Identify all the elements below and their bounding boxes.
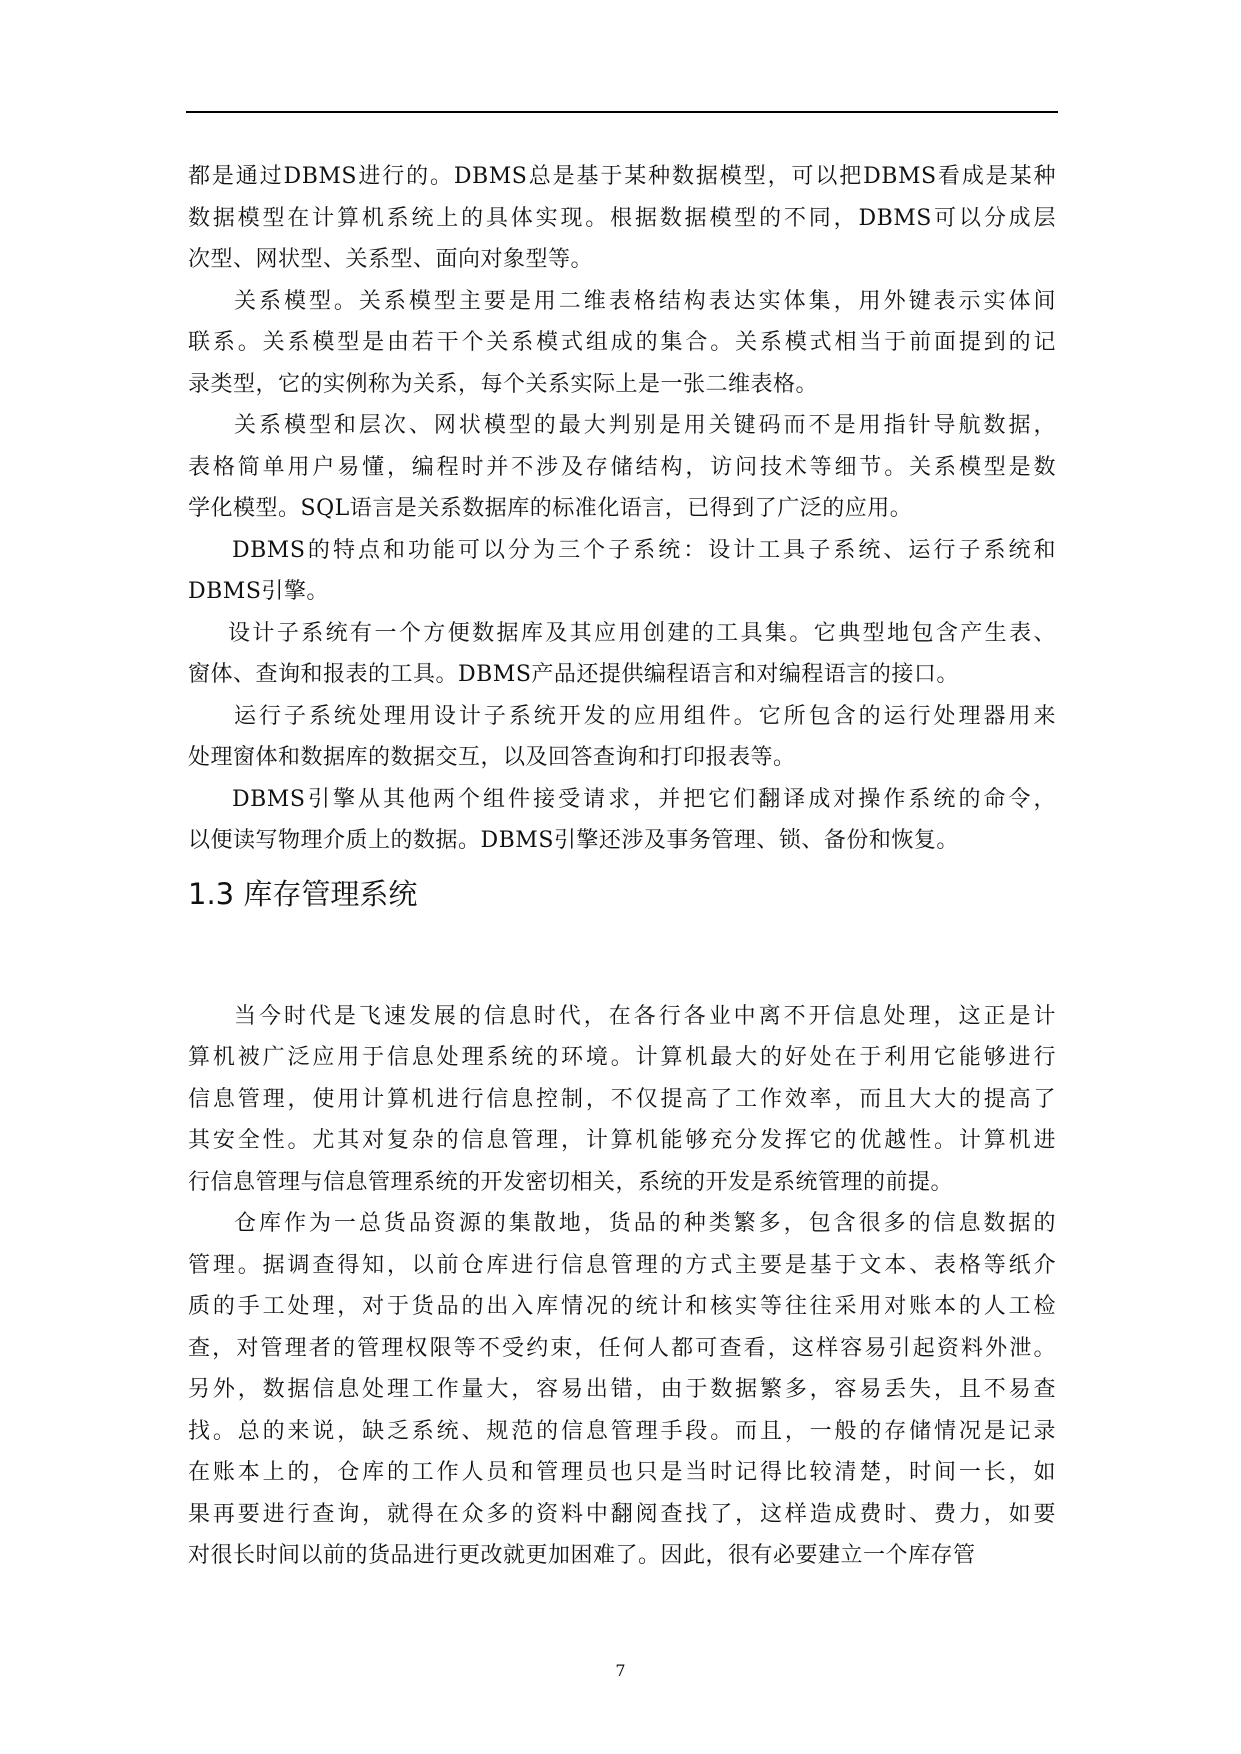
text-line: 联系。关系模型是由若干个关系模式组成的集合。关系模式相当于前面提到的记: [188, 330, 1056, 355]
text-line: 另外，数据信息处理工作量大，容易出错，由于数据繁多，容易丢失，且不易查: [188, 1377, 1056, 1402]
text-line: 其安全性。尤其对复杂的信息管理，计算机能够充分发挥它的优越性。计算机进: [188, 1128, 1056, 1153]
text-line: 仓库作为一总货品资源的集散地，货品的种类繁多，包含很多的信息数据的: [234, 1211, 1056, 1236]
text-line: 数据模型在计算机系统上的具体实现。根据数据模型的不同，DBMS可以分成层: [188, 205, 1056, 231]
paragraph: [188, 696, 1056, 779]
text-line: DBMS的特点和功能可以分为三个子系统：设计工具子系统、运行子系统和: [232, 537, 1056, 563]
paragraph: [188, 613, 1056, 696]
page-number: 7: [615, 1661, 626, 1680]
section-heading: 1.3 库存管理系统: [188, 876, 418, 911]
text-line: 表格简单用户易懂，编程时并不涉及存储结构，访问技术等细节。关系模型是数: [188, 454, 1056, 480]
text-line: 查，对管理者的管理权限等不受约束，任何人都可查看，这样容易引起资料外泄。: [188, 1335, 1056, 1361]
text-line: 果再要进行查询，就得在众多的资料中翻阅查找了，这样造成费时、费力，如要: [188, 1501, 1056, 1527]
text-line: DBMS引擎。: [188, 579, 329, 604]
paragraph: [188, 530, 1056, 613]
paragraph: [188, 281, 1056, 406]
text-line: 算机被广泛应用于信息处理系统的环境。计算机最大的好处在于利用它能够进行: [188, 1045, 1056, 1070]
text-line: 关系模型。关系模型主要是用二维表格结构表达实体集，用外键表示实体间: [234, 288, 1056, 314]
text-line: 找。总的来说，缺乏系统、规范的信息管理手段。而且，一般的存储情况是记录: [188, 1418, 1056, 1444]
text-line: 窗体、查询和报表的工具。DBMS产品还提供编程语言和对编程语言的接口。: [188, 662, 959, 687]
text-line: 运行子系统处理用设计子系统开发的应用组件。它所包含的运行处理器用来: [234, 703, 1056, 729]
text-line: 录类型，它的实例称为关系，每个关系实际上是一张二维表格。: [188, 371, 819, 397]
text-line: 设计子系统有一个方便数据库及其应用创建的工具集。它典型地包含产生表、: [228, 620, 1056, 646]
text-line: 质的手工处理，对于货品的出入库情况的统计和核实等往往采用对账本的人工检: [188, 1294, 1056, 1319]
paragraph: [188, 405, 1056, 530]
text-line: 在账本上的，仓库的工作人员和管理员也只是当时记得比较清楚，时间一长，如: [188, 1460, 1056, 1485]
text-line: 都是通过DBMS进行的。DBMS总是基于某种数据模型，可以把DBMS看成是某种: [188, 164, 1056, 189]
paragraph: [188, 1203, 1056, 1577]
paragraph: [188, 779, 1056, 862]
text-line: 学化模型。SQL语言是关系数据库的标准化语言，已得到了广泛的应用。: [188, 496, 913, 521]
paragraph: [188, 156, 1056, 281]
text-line: 行信息管理与信息管理系统的开发密切相关，系统的开发是系统管理的前提。: [188, 1169, 954, 1195]
heading-spacer: [188, 926, 1056, 996]
text-line: 关系模型和层次、网状模型的最大判别是用关键码而不是用指针导航数据，: [234, 413, 1056, 438]
text-line: 次型、网状型、关系型、面向对象型等。: [188, 247, 594, 272]
text-line: 处理窗体和数据库的数据交互，以及回答查询和打印报表等。: [188, 745, 796, 770]
text-line: 对很长时间以前的货品进行更改就更加困难了。因此，很有必要建立一个库存管: [188, 1543, 976, 1568]
text-line: 当今时代是飞速发展的信息时代，在各行各业中离不开信息处理，这正是计: [234, 1003, 1056, 1029]
text-line: DBMS引擎从其他两个组件接受请求，并把它们翻译成对操作系统的命令，: [232, 786, 1056, 812]
text-line: 以便读写物理介质上的数据。DBMS引擎还涉及事务管理、锁、备份和恢复。: [188, 828, 959, 853]
page-content: [188, 156, 1056, 1577]
paragraph: [188, 996, 1056, 1204]
text-line: 信息管理，使用计算机进行信息控制，不仅提高了工作效率，而且大大的提高了: [188, 1086, 1056, 1112]
header-rule: [186, 111, 1058, 113]
text-line: 管理。据调查得知，以前仓库进行信息管理的方式主要是基于文本、表格等纸介: [188, 1252, 1056, 1278]
